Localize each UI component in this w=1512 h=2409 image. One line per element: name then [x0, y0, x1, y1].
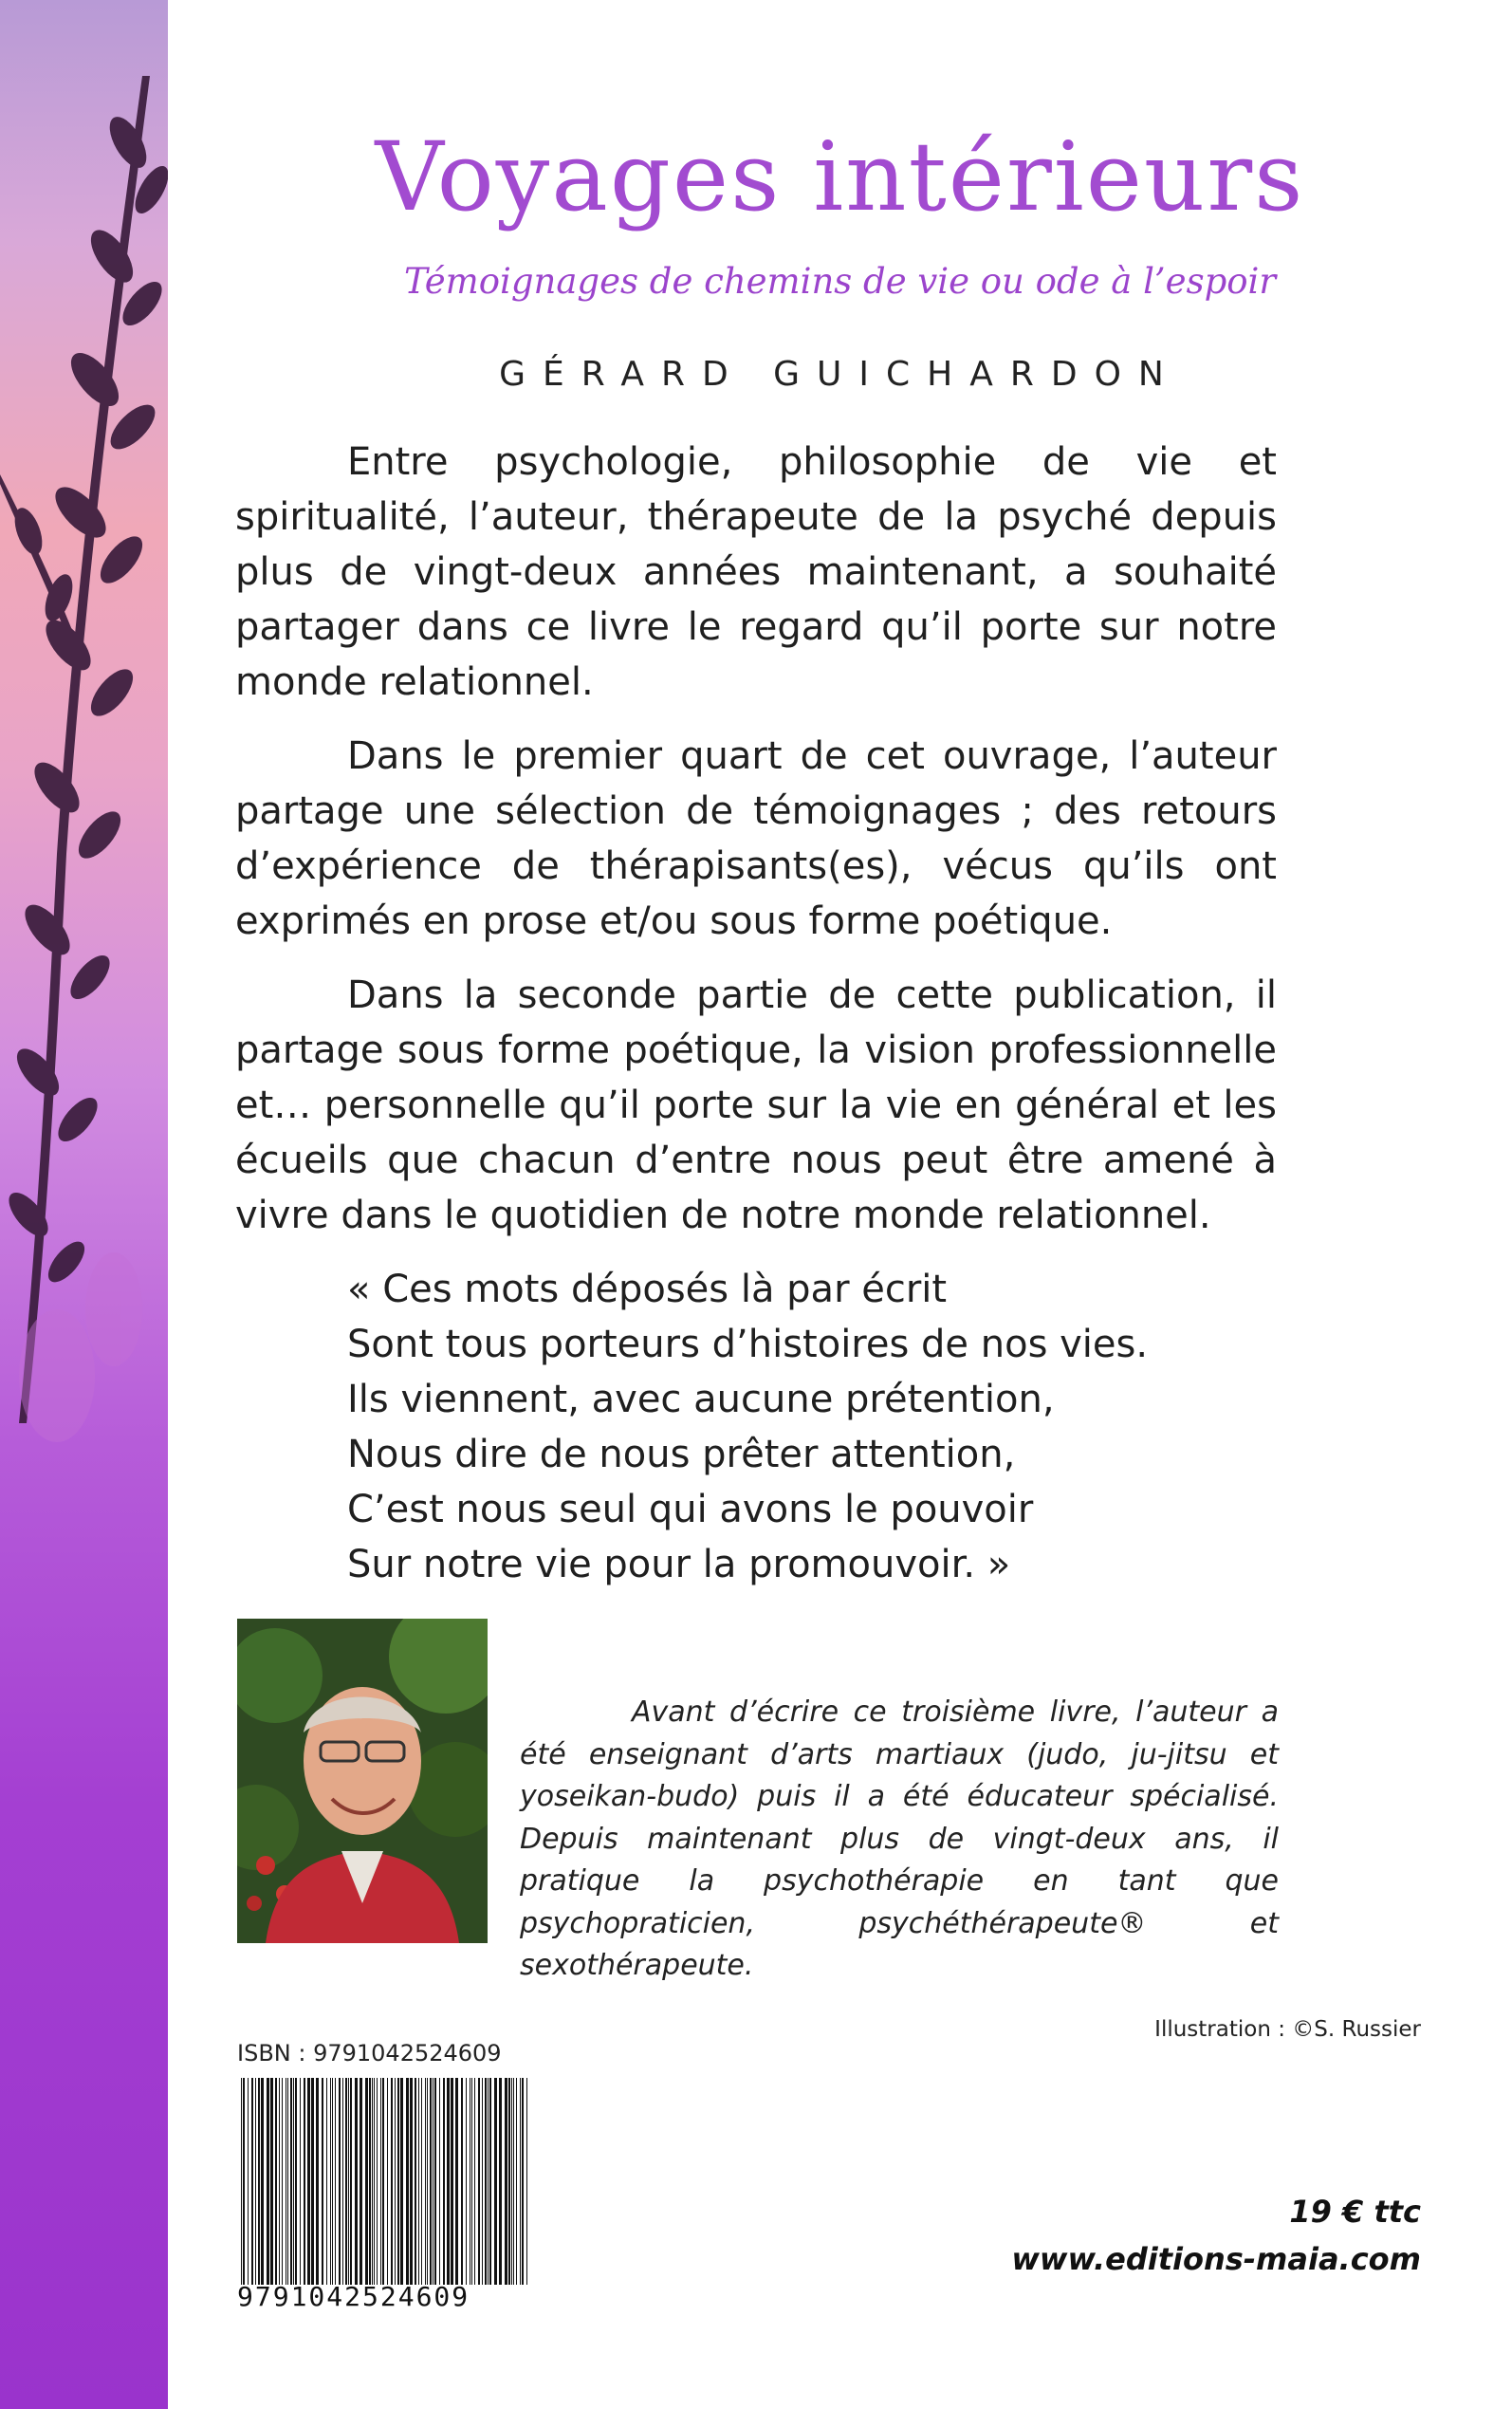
barcode-bar [332, 2078, 333, 2285]
barcode [237, 2078, 533, 2285]
barcode-bar [293, 2078, 294, 2285]
barcode-bar [397, 2078, 399, 2285]
barcode-bar [471, 2078, 472, 2285]
barcode-bar [488, 2078, 489, 2285]
barcode-bar [279, 2078, 280, 2285]
barcode-bar [391, 2078, 393, 2285]
barcode-bar [489, 2078, 491, 2285]
barcode-bar [526, 2078, 527, 2285]
barcode-bar [345, 2078, 347, 2285]
barcode-bar [443, 2078, 445, 2285]
poem-line: Nous dire de nous prêter attention, [347, 1433, 1016, 1476]
barcode-bar [425, 2078, 426, 2285]
blurb-paragraph: Dans le premier quart de cet ouvrage, l’auteur partage une sélection de témoignages ; des retours d’expérience de thérapisants(es), vécus qu’ils ont exprimés en prose et/ou sous forme poétique. [235, 734, 1277, 943]
side-illustration [0, 0, 168, 2409]
author-photo [237, 1619, 488, 1943]
barcode-bar [258, 2078, 260, 2285]
illustration-credit: Illustration : ©S. Russier [1154, 2017, 1421, 2042]
author-bio: Avant d’écrire ce troisième livre, l’auteur a été enseignant d’arts martiaux (judo, ju-jitsu et yoseikan-budo) puis il a été éducateur spécialisé. Depuis maintenant plus de vingt-deux ans, il pratique la psychothérapie en tant que psychopraticien, psychéthérapeute® et sexothérapeute. [520, 1696, 1279, 1982]
barcode-bar [439, 2078, 440, 2285]
barcode-bar [430, 2078, 432, 2285]
barcode-bar [267, 2078, 269, 2285]
barcode-bar [508, 2078, 510, 2285]
barcode-bar [372, 2078, 373, 2285]
barcode-bar [478, 2078, 480, 2285]
barcode-bar [382, 2078, 384, 2285]
barcode-bar [275, 2078, 277, 2285]
barcode-bar [335, 2078, 336, 2285]
barcode-bar [330, 2078, 331, 2285]
barcode-bar [516, 2078, 517, 2285]
blurb-paragraph: Entre psychologie, philosophie de vie et spiritualité, l’auteur, thérapeute de la psyché depuis plus de vingt-deux années maintenant, a souhaité partager dans ce livre le regard qu’il porte sur notre monde relationnel. [235, 440, 1277, 704]
barcode-bar [455, 2078, 458, 2285]
barcode-bar [304, 2078, 305, 2285]
poem-line: « Ces mots déposés là par écrit [347, 1268, 948, 1311]
barcode-bar [287, 2078, 288, 2285]
barcode-bar [474, 2078, 475, 2285]
barcode-bar [251, 2078, 253, 2285]
barcode-bar [311, 2078, 314, 2285]
barcode-bar [387, 2078, 388, 2285]
barcode-bar [513, 2078, 514, 2285]
barcode-digits: 9791042524609 [237, 2281, 470, 2312]
barcode-bar [377, 2078, 378, 2285]
barcode-bar [360, 2078, 362, 2285]
barcode-bar [406, 2078, 409, 2285]
author-name: GÉRARD GUICHARDON [499, 355, 1181, 394]
poem-line: C’est nous seul qui avons le pouvoir [347, 1488, 1034, 1531]
blurb [235, 435, 1277, 1592]
barcode-bar [348, 2078, 349, 2285]
barcode-bar [511, 2078, 512, 2285]
barcode-bar [248, 2078, 249, 2285]
poem-line: Sont tous porteurs d’histoires de nos vies. [347, 1323, 1149, 1366]
barcode-bar [282, 2078, 283, 2285]
barcode-bar [243, 2078, 245, 2285]
barcode-bar [241, 2078, 242, 2285]
barcode-bar [290, 2078, 292, 2285]
barcode-bar [307, 2078, 310, 2285]
barcode-bar [350, 2078, 352, 2285]
barcode-bar [427, 2078, 428, 2285]
barcode-bar [339, 2078, 341, 2285]
barcode-bar [295, 2078, 297, 2285]
barcode-bar [499, 2078, 502, 2285]
barcode-bar [255, 2078, 256, 2285]
poem-line: Ils viennent, avec aucune prétention, [347, 1378, 1055, 1421]
barcode-bar [418, 2078, 419, 2285]
book-title: Voyages intérieurs [375, 121, 1305, 232]
poem-line: Sur notre vie pour la promouvoir. » [347, 1543, 1011, 1586]
barcode-bar [522, 2078, 524, 2285]
barcode-bar [270, 2078, 273, 2285]
blurb-paragraph: Dans la seconde partie de cette publication, il partage sous forme poétique, la vision professionnelle et… personnelle qu’il porte sur la vie en général et les écueils que chacun d’entre nous peut être amené à vivre dans le quotidien de notre monde relationnel. [235, 973, 1277, 1237]
barcode-bar [316, 2078, 319, 2285]
isbn-label: ISBN : 9791042524609 [237, 2040, 502, 2066]
barcode-bar [482, 2078, 483, 2285]
barcode-bar [461, 2078, 463, 2285]
price: 19 € ttc [1289, 2194, 1421, 2230]
barcode-bar [451, 2078, 453, 2285]
barcode-bar [410, 2078, 413, 2285]
barcode-bar [421, 2078, 422, 2285]
barcode-bar [374, 2078, 375, 2285]
barcode-bar [326, 2078, 327, 2285]
barcode-bar [322, 2078, 323, 2285]
barcode-bar [494, 2078, 497, 2285]
barcode-bar [300, 2078, 301, 2285]
barcode-bar [415, 2078, 416, 2285]
barcode-bar [520, 2078, 521, 2285]
barcode-bar [434, 2078, 436, 2285]
barcode-bar [369, 2078, 371, 2285]
barcode-bar [380, 2078, 381, 2285]
barcode-bar [355, 2078, 358, 2285]
barcode-bar [447, 2078, 450, 2285]
barcode-bar [485, 2078, 487, 2285]
barcode-bar [365, 2078, 368, 2285]
poem [235, 1262, 1277, 1592]
barcode-bar [261, 2078, 264, 2285]
barcode-bar [505, 2078, 507, 2285]
barcode-bar [466, 2078, 467, 2285]
publisher-website[interactable]: www.editions-maia.com [1011, 2241, 1421, 2277]
barcode-bar [400, 2078, 403, 2285]
barcode-bar [342, 2078, 343, 2285]
barcode-bar [395, 2078, 396, 2285]
book-subtitle: Témoignages de chemins de vie ou ode à l’espoir [403, 261, 1277, 302]
